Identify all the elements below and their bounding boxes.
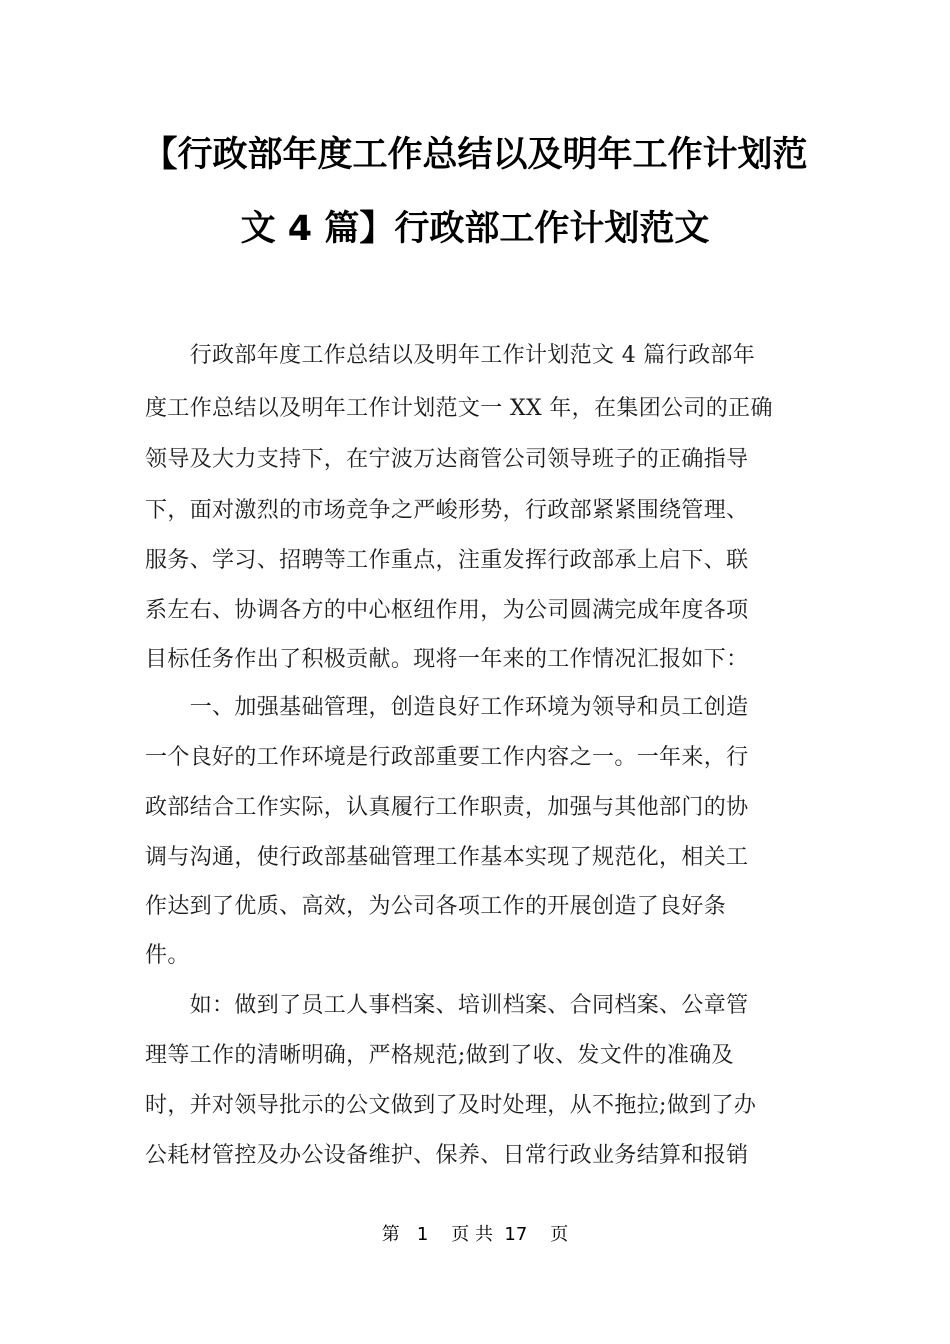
body-line: 公耗材管控及办公设备维护、保养、日常行政业务结算和报销 <box>145 1143 749 1168</box>
body-line: 度工作总结以及明年工作计划范文一 XX 年，在集团公司的正确 <box>145 396 773 421</box>
body-line: 服务、学习、招聘等工作重点，注重发挥行政部承上启下、联 <box>145 548 749 573</box>
body-line: 一个良好的工作环境是行政部重要工作内容之一。一年来，行 <box>145 745 749 770</box>
body-line: 如：做到了员工人事档案、培训档案、合同档案、公章管 <box>145 993 749 1018</box>
page-footer: 第 1 页 共 17 页 <box>381 1224 569 1245</box>
body-line: 时，并对领导批示的公文做到了及时处理，从不拖拉;做到了办 <box>145 1093 757 1118</box>
body-line: 目标任务作出了积极贡献。现将一年来的工作情况汇报如下： <box>145 647 749 672</box>
body-line: 下，面对激烈的市场竞争之严峻形势，行政部紧紧围绕管理、 <box>145 498 749 523</box>
body-line: 作达到了优质、高效，为公司各项工作的开展创造了良好条 <box>145 894 727 919</box>
document-title-line-2: 文 4 篇】行政部工作计划范文 <box>240 209 710 249</box>
body-line: 领导及大力支持下，在宁波万达商管公司领导班子的正确指导 <box>145 447 749 472</box>
body-line: 一、加强基础管理，创造良好工作环境为领导和员工创造 <box>145 695 749 720</box>
body-line: 政部结合工作实际，认真履行工作职责，加强与其他部门的协 <box>145 795 749 820</box>
document-title-line-1: 【行政部年度工作总结以及明年工作计划范 <box>142 135 808 175</box>
body-line: 调与沟通，使行政部基础管理工作基本实现了规范化，相关工 <box>145 845 749 870</box>
body-line: 理等工作的清晰明确，严格规范;做到了收、发文件的准确及 <box>145 1043 734 1068</box>
body-line: 件。 <box>145 943 190 968</box>
body-line: 系左右、协调各方的中心枢纽作用，为公司圆满完成年度各项 <box>145 598 749 623</box>
body-line: 行政部年度工作总结以及明年工作计划范文 4 篇行政部年 <box>145 343 756 368</box>
